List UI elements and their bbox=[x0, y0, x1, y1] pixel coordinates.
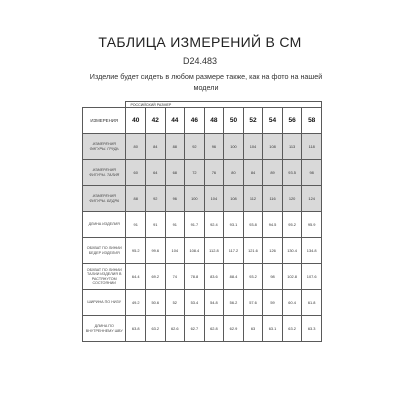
measurement-value: 91 bbox=[165, 212, 185, 238]
measurement-value: 112 bbox=[243, 186, 263, 212]
measurement-value: 95.2 bbox=[126, 238, 146, 264]
measurement-value: 88.4 bbox=[224, 264, 244, 290]
measurement-value: 69.2 bbox=[145, 264, 165, 290]
measurement-value: 104 bbox=[165, 238, 185, 264]
measurement-value: 102.8 bbox=[282, 264, 302, 290]
measurement-value: 61.8 bbox=[302, 290, 322, 316]
measurement-value: 74 bbox=[165, 264, 185, 290]
measurement-value: 63.2 bbox=[282, 316, 302, 342]
measurement-value: 53.4 bbox=[185, 290, 205, 316]
measurement-value: 112.8 bbox=[204, 238, 224, 264]
measurement-value: 50.6 bbox=[145, 290, 165, 316]
size-header-cell: 40 bbox=[126, 108, 146, 134]
measurement-row bbox=[83, 238, 322, 264]
measurement-value: 98 bbox=[263, 264, 283, 290]
measurement-value: 124 bbox=[302, 186, 322, 212]
measurement-value: 64.4 bbox=[126, 264, 146, 290]
measurement-value: 126 bbox=[263, 238, 283, 264]
measurement-value: 88 bbox=[165, 134, 185, 160]
measurement-value: 64 bbox=[145, 160, 165, 186]
measurement-value: 96 bbox=[204, 134, 224, 160]
measurement-value: 113 bbox=[282, 134, 302, 160]
size-header-cell: 56 bbox=[282, 108, 302, 134]
measurement-value: 108 bbox=[263, 134, 283, 160]
measurement-value: 121.6 bbox=[243, 238, 263, 264]
measurement-label: ИЗМЕРЕНИЯ ФИГУРЫ. ТАЛИЯ bbox=[83, 160, 126, 186]
measurement-value: 60 bbox=[126, 160, 146, 186]
measurement-value: 80 bbox=[224, 160, 244, 186]
measurement-value: 84 bbox=[145, 134, 165, 160]
measurement-value: 62.7 bbox=[185, 316, 205, 342]
measurement-label: ОБХВАТ ПО ЛИНИИ БЕДЕР ИЗДЕЛИЯ bbox=[83, 238, 126, 264]
measurement-row bbox=[83, 264, 322, 290]
page-title: ТАБЛИЦА ИЗМЕРЕНИЙ В СМ bbox=[98, 34, 302, 50]
measurement-value: 107.6 bbox=[302, 264, 322, 290]
measurement-label: ИЗМЕРЕНИЯ ФИГУРЫ. ГРУДЬ bbox=[83, 134, 126, 160]
measurement-value: 104 bbox=[243, 134, 263, 160]
measurements-label: ИЗМЕРЕНИЯ bbox=[83, 108, 126, 134]
size-header-row bbox=[83, 108, 322, 134]
measurement-value: 62.9 bbox=[224, 316, 244, 342]
measurement-value: 104 bbox=[204, 186, 224, 212]
measurement-value: 59 bbox=[263, 290, 283, 316]
measurement-value: 60.4 bbox=[282, 290, 302, 316]
measurement-value: 117.2 bbox=[224, 238, 244, 264]
measurement-label: ИЗМЕРЕНИЯ ФИГУРЫ. БЕДРА bbox=[83, 186, 126, 212]
measurement-value: 80 bbox=[126, 134, 146, 160]
size-header-cell: 52 bbox=[243, 108, 263, 134]
measurement-value: 93.2 bbox=[243, 264, 263, 290]
measurement-value: 100 bbox=[224, 134, 244, 160]
measurement-value: 92 bbox=[185, 134, 205, 160]
measurement-value: 99.6 bbox=[145, 238, 165, 264]
measurement-value: 92 bbox=[145, 186, 165, 212]
measurement-value: 56.2 bbox=[224, 290, 244, 316]
measurement-value: 49.2 bbox=[126, 290, 146, 316]
measurement-row bbox=[83, 160, 322, 186]
measurement-value: 63.3 bbox=[302, 316, 322, 342]
measurement-value: 72 bbox=[185, 160, 205, 186]
measurement-label: ДЛИНА ПО ВНУТРЕННЕМУ ШВУ bbox=[83, 316, 126, 342]
size-system-label: РОССИЙСКИЙ РАЗМЕР bbox=[126, 102, 322, 108]
measurement-value: 95.9 bbox=[302, 212, 322, 238]
size-header-cell: 44 bbox=[165, 108, 185, 134]
measurement-value: 57.6 bbox=[243, 290, 263, 316]
measurement-value: 63.8 bbox=[126, 316, 146, 342]
measurement-row bbox=[83, 134, 322, 160]
measurement-label: ШИРИНА ПО НИЗУ bbox=[83, 290, 126, 316]
measurement-value: 92.4 bbox=[204, 212, 224, 238]
measurement-label: ОБХВАТ ПО ЛИНИИ ТАЛИИ ИЗДЕЛИЯ В РАСТЯНУТОМ СОСТОЯНИИ bbox=[83, 264, 126, 290]
measurement-value: 116 bbox=[263, 186, 283, 212]
measurement-value: 118 bbox=[302, 134, 322, 160]
measurement-value: 52 bbox=[165, 290, 185, 316]
measurement-value: 89 bbox=[263, 160, 283, 186]
measurement-value: 84 bbox=[243, 160, 263, 186]
size-chart-table bbox=[82, 101, 322, 342]
measurement-value: 108.4 bbox=[185, 238, 205, 264]
measurement-value: 88 bbox=[126, 186, 146, 212]
measurement-row bbox=[83, 290, 322, 316]
measurement-value: 91 bbox=[145, 212, 165, 238]
measurement-value: 91 bbox=[126, 212, 146, 238]
measurement-value: 68 bbox=[165, 160, 185, 186]
measurement-value: 62.6 bbox=[165, 316, 185, 342]
size-header-cell: 46 bbox=[185, 108, 205, 134]
size-header-cell: 48 bbox=[204, 108, 224, 134]
measurement-value: 93.5 bbox=[282, 160, 302, 186]
measurement-value: 120 bbox=[282, 186, 302, 212]
measurement-value: 100 bbox=[185, 186, 205, 212]
measurement-value: 62.8 bbox=[204, 316, 224, 342]
measurement-value: 63.1 bbox=[263, 316, 283, 342]
measurement-row bbox=[83, 212, 322, 238]
measurement-row bbox=[83, 186, 322, 212]
measurement-value: 76 bbox=[204, 160, 224, 186]
measurement-value: 78.8 bbox=[185, 264, 205, 290]
measurement-value: 93.8 bbox=[243, 212, 263, 238]
measurement-label: ДЛИНА ИЗДЕЛИЯ bbox=[83, 212, 126, 238]
size-header-cell: 50 bbox=[224, 108, 244, 134]
size-header-cell: 42 bbox=[145, 108, 165, 134]
measurement-value: 96 bbox=[165, 186, 185, 212]
measurement-value: 95.2 bbox=[282, 212, 302, 238]
measurement-value: 130.4 bbox=[282, 238, 302, 264]
measurement-value: 93.1 bbox=[224, 212, 244, 238]
measurement-value: 108 bbox=[224, 186, 244, 212]
measurement-value: 63 bbox=[243, 316, 263, 342]
measurement-value: 54.8 bbox=[204, 290, 224, 316]
measurement-value: 63.2 bbox=[145, 316, 165, 342]
measurement-value: 134.8 bbox=[302, 238, 322, 264]
measurement-value: 83.6 bbox=[204, 264, 224, 290]
size-header-cell: 58 bbox=[302, 108, 322, 134]
size-header-cell: 54 bbox=[263, 108, 283, 134]
measurement-value: 94.5 bbox=[263, 212, 283, 238]
article-code: D24.483 bbox=[182, 56, 218, 66]
fit-note: Изделие будет сидеть в любом размере также, как на фото на нашей модели bbox=[89, 72, 323, 92]
measurement-row bbox=[83, 316, 322, 342]
measurement-value: 91.7 bbox=[185, 212, 205, 238]
measurement-value: 98 bbox=[302, 160, 322, 186]
